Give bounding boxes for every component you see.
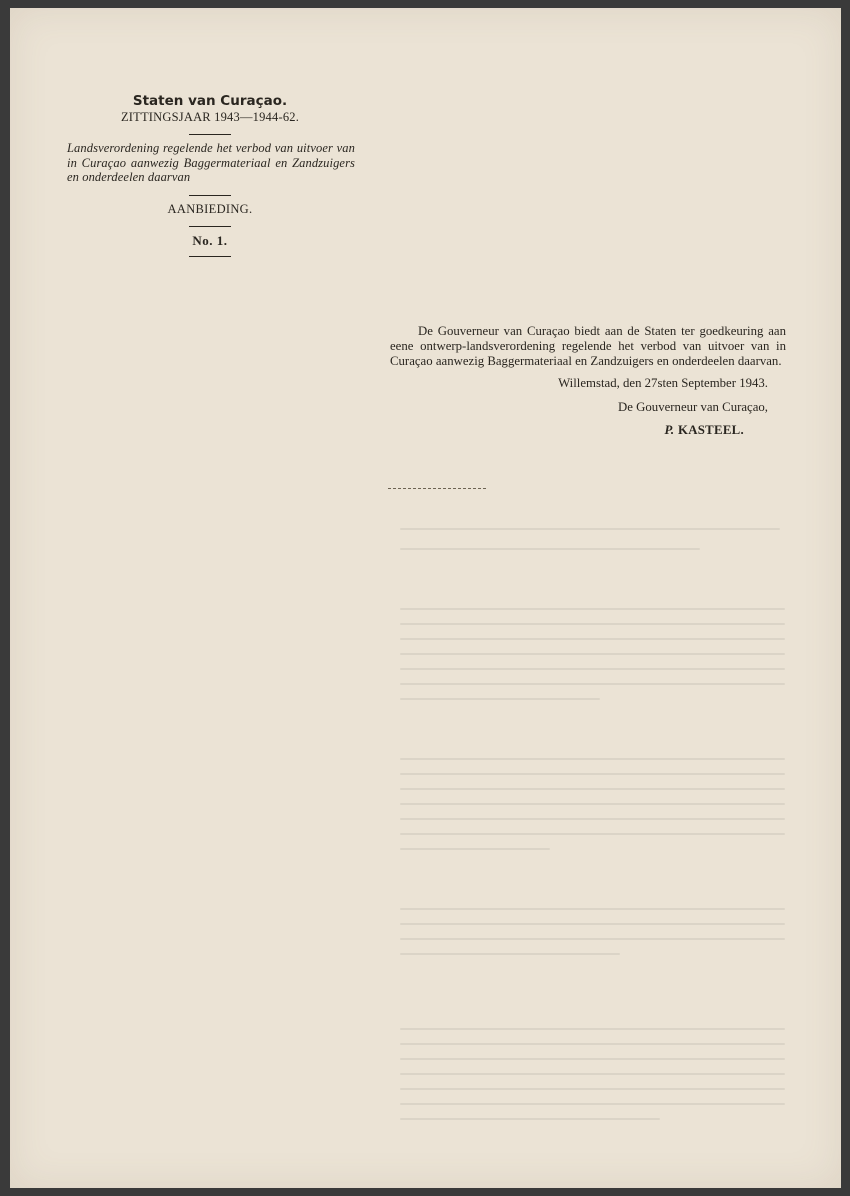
letter-body: De Gouverneur van Curaçao biedt aan de Staten ter goedkeuring aan eene ontwerp-landsverordening regelende het verbod van uitvoer van in Curaçao aanwezig Baggermateriaal en Zandzuigers en onderdeelen daarvan. (390, 324, 786, 368)
signature-title: De Gouverneur van Curaçao, (618, 400, 768, 414)
document-header (65, 92, 355, 263)
document-number: No. 1. (192, 232, 228, 248)
divider (189, 226, 231, 227)
letter-block (390, 324, 786, 438)
signature-initial: P. (664, 423, 675, 437)
signature-surname: KASTEEL. (677, 423, 744, 437)
separator-line (388, 488, 486, 489)
signature-name (390, 423, 786, 438)
divider (189, 256, 231, 257)
session-year: ZITTINGSJAAR 1943—1944-62. (120, 110, 300, 124)
divider (189, 195, 231, 196)
document-type: AANBIEDING. (167, 201, 253, 216)
subject-text: Landsverordening regelende het verbod van uitvoer van in Curaçao aanwezig Baggermateriaal en Zandzuigers en onderdeelen daarvan (67, 141, 355, 184)
assembly-title: Staten van Curaçao. (132, 93, 288, 109)
document-page (10, 8, 841, 1188)
divider (189, 134, 231, 135)
place-date: Willemstad, den 27sten September 1943. (558, 376, 768, 390)
